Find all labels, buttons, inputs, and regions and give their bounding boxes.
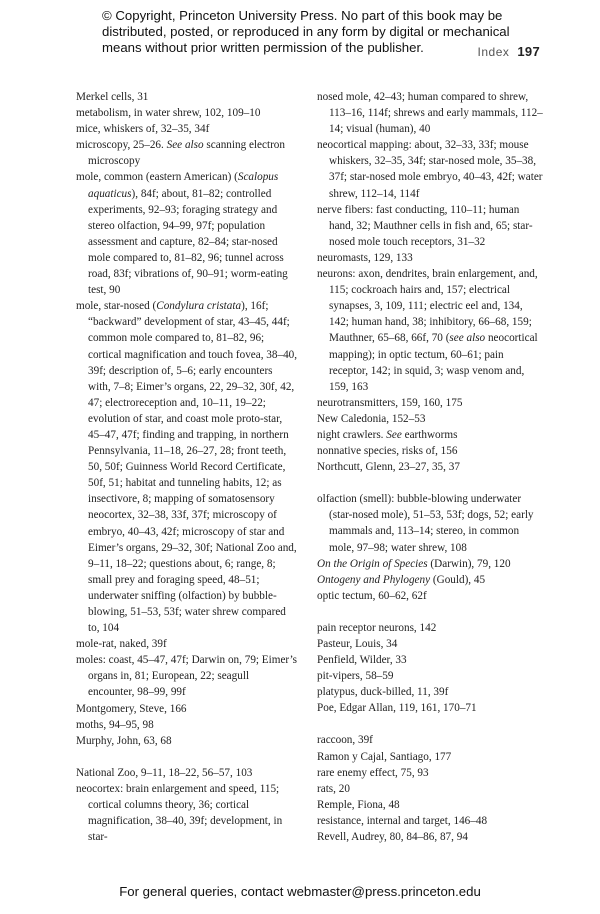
index-entry: Merkel cells, 31 bbox=[76, 91, 149, 103]
index-entry: raccoon, 39f bbox=[317, 734, 373, 747]
section-gap bbox=[317, 604, 543, 620]
page-number: 197 bbox=[517, 44, 540, 59]
index-entry: night crawlers. See earthworms bbox=[317, 428, 458, 441]
index-entry: neurons: axon, dendrites, brain enlargement, and, 115; cockroach hairs and, 157; electrical synapses, 3, 109, 111; electric eel and, 134, 142; human hand, 38; inhibitory, 66–68, 159; Mauthner, 65–68, 66f, 70 (see also neocortical mapping); in optic tectum, 60–61; pain receptor, 142; in squid, 3; wasp venom and, 159, 163 bbox=[317, 268, 538, 393]
index-entry: optic tectum, 60–62, 62f bbox=[317, 589, 427, 602]
index-entry: neocortex: brain enlargement and speed, 115; cortical columns theory, 36; cortical magnification, 38–40, 39f; development, in star- bbox=[76, 782, 283, 844]
index-entry: moths, 94–95, 98 bbox=[76, 718, 154, 731]
index-entry: neocortical mapping: about, 32–33, 33f; mouse whiskers, 32–35, 34f; star-nosed mole, 35–38, 37f; star-nosed mole embryo, 40–43, 42f; water shrew, 112–14, 114f bbox=[317, 139, 543, 200]
index-entry: nonnative species, risks of, 156 bbox=[317, 445, 458, 458]
index-entry: nosed mole, 42–43; human compared to shrew, 113–16, 114f; shrews and early mammals, 112–14; visual (human), 40 bbox=[317, 91, 543, 136]
copyright-line-2: distributed, posted, or reproduced in any form by digital or mechanical bbox=[102, 24, 510, 39]
footer-contact: For general queries, contact webmaster@press.princeton.edu bbox=[119, 884, 481, 899]
running-head bbox=[478, 44, 540, 59]
index-entry: mole, common (eastern American) (Scalopus aquaticus), 84f; about, 81–82; controlled experiments, 92–93; foraging strategy and stereo olfaction, 94–99, 97f; population assessment and capture, 82–84; star-nosed mole compared to, 81–82, 96; tunnel across road, 83f; vibrations of, 90–91; worm-eating test, 90 bbox=[76, 171, 288, 297]
index-entry: Revell, Audrey, 80, 84–86, 87, 94 bbox=[317, 831, 468, 844]
index-column-right bbox=[317, 89, 543, 845]
index-entry: Poe, Edgar Allan, 119, 161, 170–71 bbox=[317, 702, 477, 715]
running-head-label: Index bbox=[477, 45, 510, 59]
copyright-notice bbox=[102, 8, 522, 56]
index-entry: Northcutt, Glenn, 23–27, 35, 37 bbox=[317, 461, 460, 474]
index-entry: Penfield, Wilder, 33 bbox=[317, 654, 407, 667]
index-entry: nerve fibers: fast conducting, 110–11; human hand, 32; Mauthner cells in fish and, 65; star-nosed mole touch receptors, 31–32 bbox=[317, 203, 533, 248]
index-entry: mole, star-nosed (Condylura cristata), 16f; “backward” development of star, 43–45, 44f; common mole compared to, 81–82, 96; cortical magnification and touch fovea, 38–40, 39f; description of, 5–6; early encounters with, 7–8; Eimer’s organs, 22, 29–32, 30f, 42, 47; electroreception and, 10–11, 19–22; evolution of star, and coast mole proto-star, 45–47, 47f; finding and trapping, in northern Pennsylvania, 11–18, 26–27, 28; front teeth, 50, 50f; Guinness World Record Certificate, 50f, 51; habitat and tunneling habits, 12; as insectivore, 8; mapping of somatosensory neocortex, 32–38, 33f, 37f; microscopy of embryo, 40–43, 42f; microscopy of star and Eimer’s organs, 29–32, 30f; National Zoo and, 9–11, 18–22; questions about, 6; range, 8; small prey and foraging speed, 48–51; underwater sniffing (olfaction) by bubble-blowing, 51–53, 53f; water shrew compared to, 104 bbox=[76, 300, 298, 635]
index-entry: On the Origin of Species (Darwin), 79, 120 bbox=[317, 557, 511, 570]
index-entry: rare enemy effect, 75, 93 bbox=[317, 766, 429, 779]
index-entry: National Zoo, 9–11, 18–22, 56–57, 103 bbox=[76, 766, 253, 779]
index-entry: moles: coast, 45–47, 47f; Darwin on, 79; Eimer’s organs in, 81; European, 22; seagull encounter, 98–99, 99f bbox=[76, 654, 298, 699]
index-entry: Montgomery, Steve, 166 bbox=[76, 702, 187, 715]
index-entry: mice, whiskers of, 32–35, 34f bbox=[76, 123, 210, 136]
index-entry: Murphy, John, 63, 68 bbox=[76, 734, 172, 747]
index-entry: mole-rat, naked, 39f bbox=[76, 638, 167, 651]
index-entry: olfaction (smell): bubble-blowing underwater (star-nosed mole), 51–53, 53f; dogs, 52; early mammals and, 113–14; stereo, in common mole, 97–98; water shrew, 108 bbox=[317, 493, 534, 554]
section-gap bbox=[317, 716, 543, 732]
index-entry: pit-vipers, 58–59 bbox=[317, 670, 394, 683]
index-entry: metabolism, in water shrew, 102, 109–10 bbox=[76, 107, 261, 120]
index-entry: platypus, duck-billed, 11, 39f bbox=[317, 686, 449, 699]
index-entry: pain receptor neurons, 142 bbox=[317, 621, 437, 634]
index-entry: rats, 20 bbox=[317, 782, 350, 795]
index-column-left bbox=[76, 89, 298, 845]
index-entry: neuromasts, 129, 133 bbox=[317, 251, 413, 264]
index-entry: microscopy, 25–26. See also scanning electron microscopy bbox=[76, 139, 285, 168]
index-entry: Ontogeny and Phylogeny (Gould), 45 bbox=[317, 573, 486, 586]
index-entry: New Caledonia, 152–53 bbox=[317, 412, 426, 425]
copyright-line-3: means without prior written permission of the publisher. bbox=[102, 40, 424, 55]
index-entry: neurotransmitters, 159, 160, 175 bbox=[317, 396, 463, 409]
section-gap bbox=[317, 475, 543, 491]
index-entry: Ramon y Cajal, Santiago, 177 bbox=[317, 750, 452, 763]
index-entry: Pasteur, Louis, 34 bbox=[317, 638, 398, 650]
index-entry: resistance, internal and target, 146–48 bbox=[317, 814, 488, 827]
index-entry: Remple, Fiona, 48 bbox=[317, 798, 400, 811]
section-gap bbox=[76, 749, 298, 765]
copyright-line-1: © Copyright, Princeton University Press. No part of this book may be bbox=[102, 8, 503, 23]
